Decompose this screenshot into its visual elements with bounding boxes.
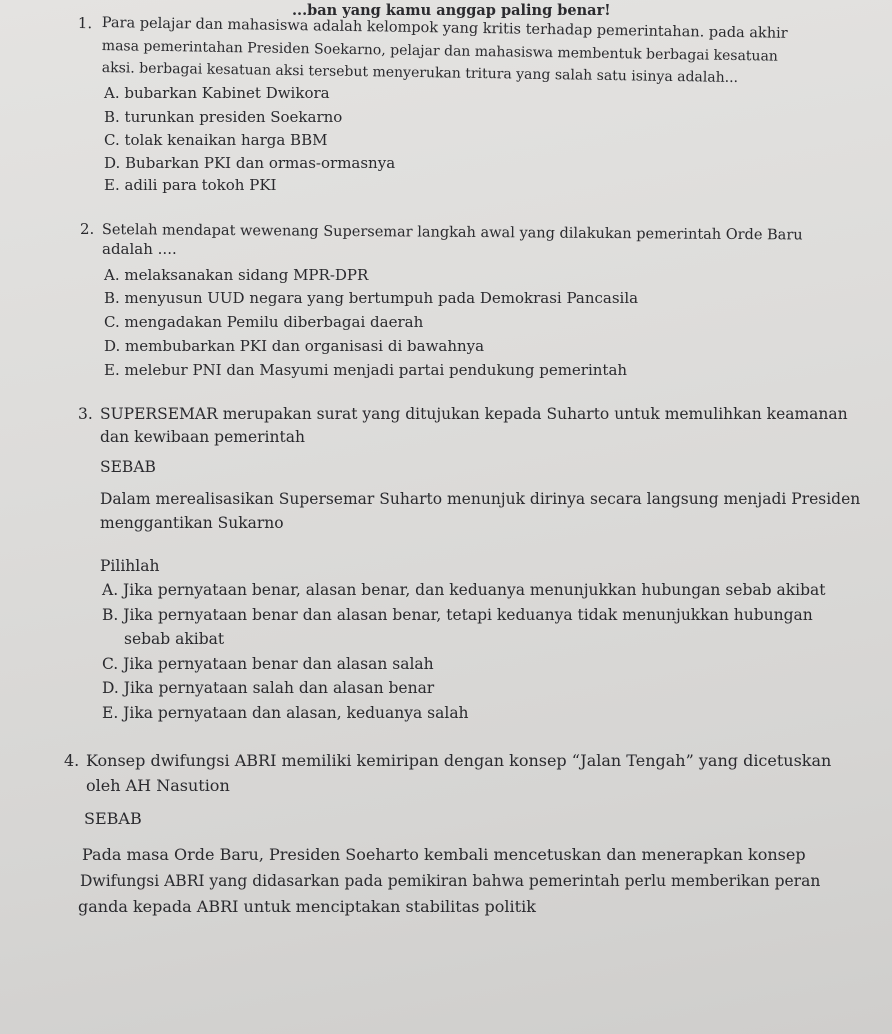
option-b-continued: sebab akibat: [124, 630, 225, 648]
question-text-line: Konsep dwifungsi ABRI memiliki kemiripan dengan konsep “Jalan Tengah” yang dicetuskan: [86, 751, 832, 770]
option-a: A. bubarkan Kabinet Dwikora: [104, 84, 330, 102]
sebab-label: SEBAB: [84, 809, 142, 828]
question-text-line: aksi. berbagai kesatuan aksi tersebut menyerukan tritura yang salah satu isinya adalah...: [101, 59, 739, 86]
sebab-label: SEBAB: [100, 458, 156, 476]
question-text-line: dan kewibaan pemerintah: [100, 428, 305, 446]
option-b: B. menyusun UUD negara yang bertumpuh pada Demokrasi Pancasila: [104, 289, 639, 307]
option-c: C. mengadakan Pemilu diberbagai daerah: [104, 313, 424, 331]
option-e: E. Jika pernyataan dan alasan, keduanya salah: [102, 704, 469, 722]
question-text-line: masa pemerintahan Presiden Soekarno, pelajar dan mahasiswa membentuk berbagai kesatuan: [101, 37, 779, 65]
reason-text-line: ganda kepada ABRI untuk menciptakan stabilitas politik: [78, 897, 536, 916]
option-d: D. Bubarkan PKI dan ormas-ormasnya: [104, 154, 396, 172]
option-a: A. melaksanakan sidang MPR-DPR: [104, 266, 369, 284]
question-number: 4.: [64, 751, 80, 770]
question-text-line: Para pelajar dan mahasiswa adalah kelompok yang kritis terhadap pemerintahan. pada akhir: [101, 14, 788, 42]
option-c: C. Jika pernyataan benar dan alasan salah: [102, 655, 434, 673]
option-b: B. turunkan presiden Soekarno: [104, 108, 343, 126]
question-number: 3.: [78, 405, 93, 423]
option-d: D. membubarkan PKI dan organisasi di bawahnya: [104, 337, 485, 355]
option-a: A. Jika pernyataan benar, alasan benar, dan keduanya menunjukkan hubungan sebab akibat: [102, 581, 826, 599]
question-text-line: adalah ....: [102, 240, 177, 258]
pilihlah-label: Pilihlah: [100, 557, 160, 575]
header-instruction: ...ban yang kamu anggap paling benar!: [292, 2, 611, 19]
question-number: 2.: [80, 220, 95, 238]
reason-text-line: menggantikan Sukarno: [100, 514, 284, 532]
question-number: 1.: [77, 14, 93, 33]
option-d: D. Jika pernyataan salah dan alasan benar: [102, 679, 435, 697]
option-e: E. adili para tokoh PKI: [104, 176, 277, 194]
option-e: E. melebur PNI dan Masyumi menjadi partai pendukung pemerintah: [104, 361, 628, 379]
reason-text-line: Dwifungsi ABRI yang didasarkan pada pemikiran bahwa pemerintah perlu memberikan peran: [80, 872, 821, 890]
reason-text-line: Dalam merealisasikan Supersemar Suharto menunjuk dirinya secara langsung menjadi Presiden: [100, 490, 861, 508]
question-text-line: oleh AH Nasution: [86, 776, 230, 795]
question-text-line: Setelah mendapat wewenang Supersemar langkah awal yang dilakukan pemerintah Orde Baru: [101, 221, 803, 244]
option-b: B. Jika pernyataan benar dan alasan benar, tetapi keduanya tidak menunjukkan hubungan: [102, 606, 813, 624]
option-c: C. tolak kenaikan harga BBM: [104, 131, 328, 149]
question-text-line: SUPERSEMAR merupakan surat yang ditujukan kepada Suharto untuk memulihkan keamanan: [100, 405, 848, 423]
reason-text-line: Pada masa Orde Baru, Presiden Soeharto kembali mencetuskan dan menerapkan konsep: [82, 845, 806, 864]
